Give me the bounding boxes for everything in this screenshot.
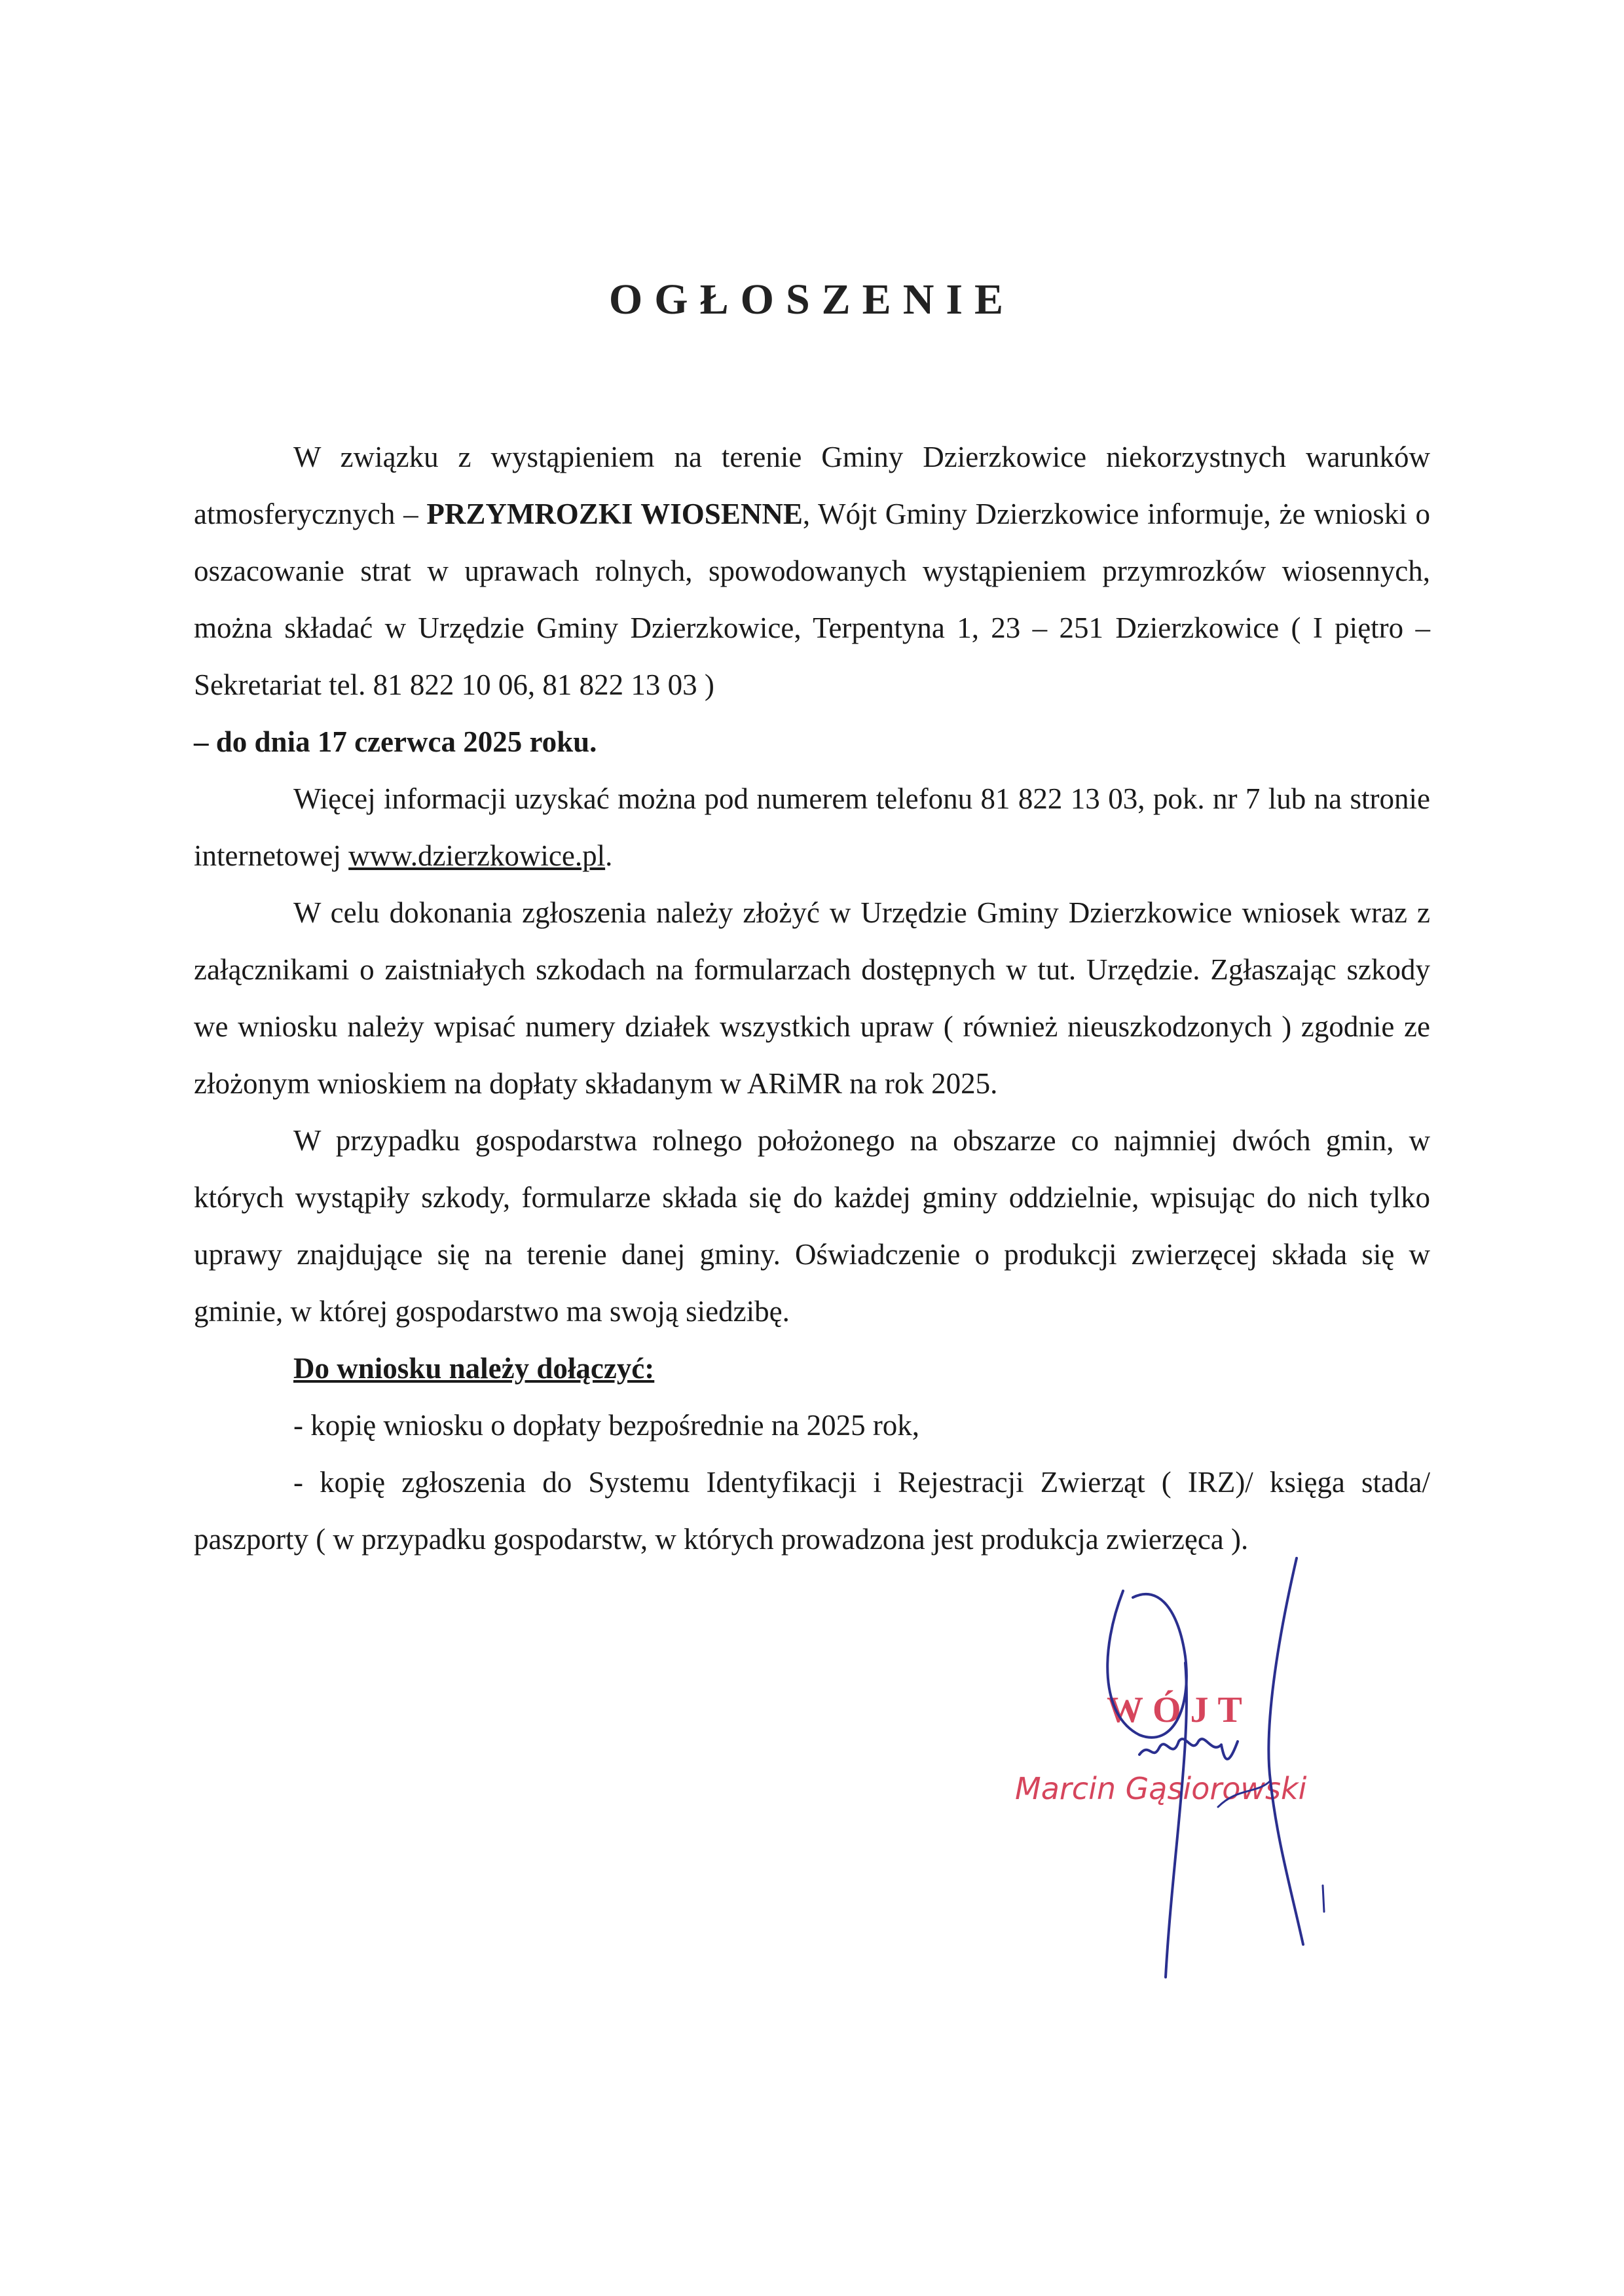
attachment-item: - kopię zgłoszenia do Systemu Identyfikacji i Rejestracji Zwierząt ( IRZ)/ księga stada/ paszporty ( w przypadku gospodarstw, w których prowadzona jest produkcja zwierzęca ). [194, 1466, 1430, 1556]
paragraph2-text-b: . [605, 839, 613, 872]
paragraph1-text-a: W związku z wystąpieniem na terenie Gminy Dzierzkowice niekorzystnych warunków atmosferycznych – [194, 441, 1430, 530]
stamp-name: Marcin Gąsiorowski [1015, 1771, 1307, 1806]
attachment-item: - kopię wniosku o dopłaty bezpośrednie na 2025 rok, [293, 1409, 920, 1442]
paragraph-announcement [194, 429, 1430, 714]
attachments-heading: Do wniosku należy dołączyć: [293, 1352, 655, 1385]
document-body [194, 429, 1430, 1568]
paragraph-contact [194, 771, 1430, 884]
stamp-title: WÓJT [1107, 1690, 1251, 1730]
paragraph-procedure: W celu dokonania zgłoszenia należy złożyć w Urzędzie Gminy Dzierzkowice wniosek wraz z załącznikami o zaistniałych szkodach na formularzach dostępnych w tut. Urzędzie. Zgłaszając szkody we wniosku należy wpisać numery działek wszystkich upraw ( również nieuszkodzonych ) zgodnie ze złożonym wnioskiem na dopłaty składanym w ARiMR na rok 2025. [194, 896, 1430, 1100]
handwritten-signature [1061, 1545, 1362, 2003]
deadline-line: – do dnia 17 czerwca 2025 roku. [194, 725, 597, 758]
paragraph1-text-b: , Wójt Gminy Dzierzkowice informuje, że wnioski o oszacowanie strat w uprawach rolnych, spowodowanych wystąpieniem przymrozków wiosennych, można składać w Urzędzie Gminy Dzierzkowice, Terpentyna 1, 23 – 251 Dzierzkowice ( I piętro – Sekretariat tel. 81 822 10 06, 81 822 13 03 ) [194, 498, 1430, 701]
document-title: OGŁOSZENIE [608, 276, 1016, 323]
paragraph-multiple-municipalities: W przypadku gospodarstwa rolnego położonego na obszarze co najmniej dwóch gmin, w których wystąpiły szkody, formularze składa się do każdej gminy oddzielnie, wpisując do nich tylko uprawy znajdujące się na terenie danej gminy. Oświadczenie o produkcji zwierzęcej składa się w gminie, w której gospodarstwo ma swoją siedzibę. [194, 1124, 1430, 1328]
paragraph1-bold: PRZYMROZKI WIOSENNE [426, 498, 803, 530]
paragraph2-text-a: Więcej informacji uzyskać można pod numerem telefonu 81 822 13 03, pok. nr 7 lub na stronie internetowej [194, 782, 1430, 872]
website-link[interactable]: www.dzierzkowice.pl [348, 839, 606, 872]
